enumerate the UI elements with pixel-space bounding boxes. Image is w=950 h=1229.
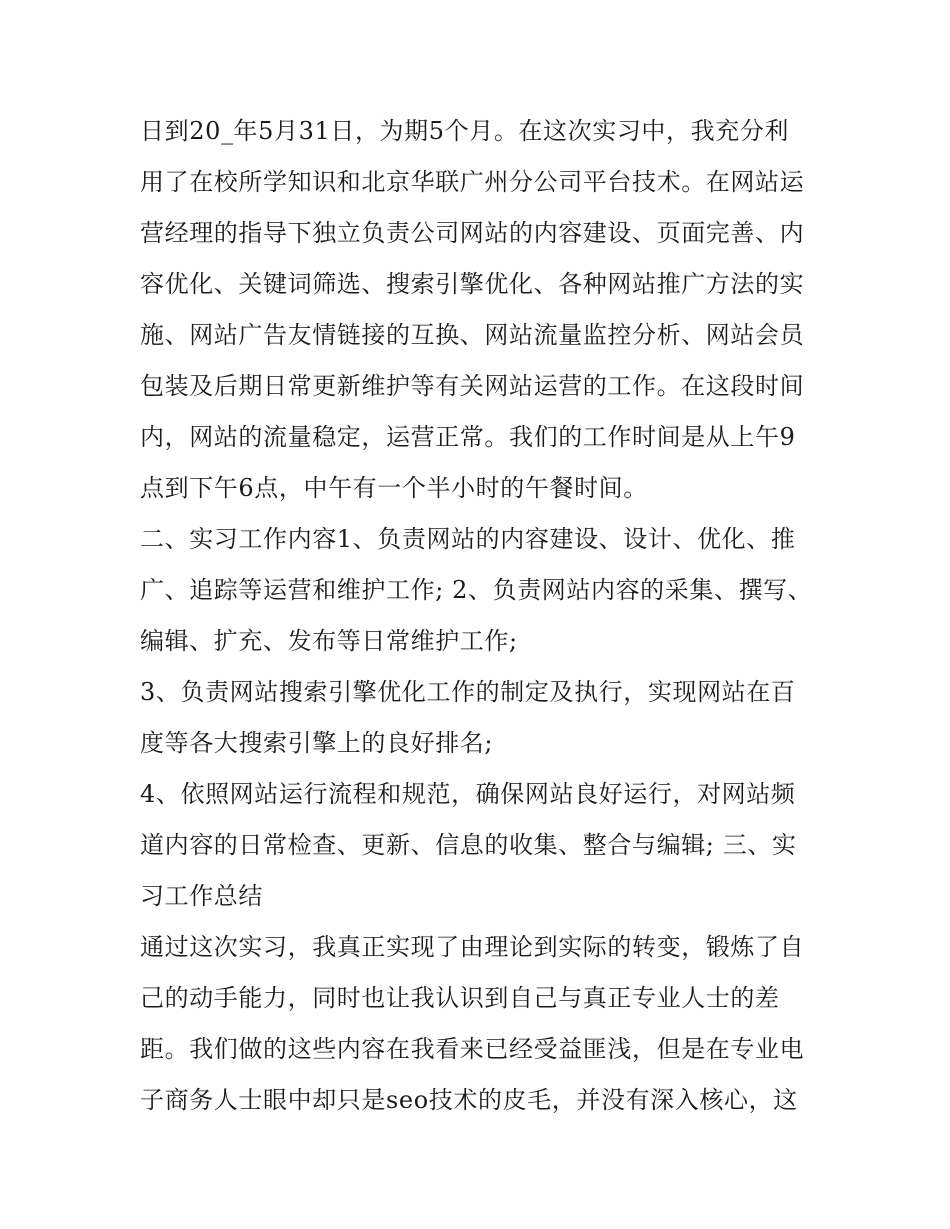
text-line: 二、实习工作内容1、负责网站的内容建设、设计、优化、推 (140, 525, 796, 553)
text-line: 度等各大搜索引擎上的良好排名; (140, 729, 494, 757)
text-line: 道内容的日常检查、更新、信息的收集、整合与编辑; 三、实 (140, 831, 797, 859)
text-line: 4、依照网站运行流程和规范，确保网站良好运行，对网站频 (140, 780, 796, 808)
text-line: 用了在校所学知识和北京华联广州分公司平台技术。在网站运 (140, 168, 805, 196)
text-line: 距。我们做的这些内容在我看来已经受益匪浅，但是在专业电 (140, 1035, 805, 1063)
text-line: 施、网站广告友情链接的互换、网站流量监控分析、网站会员 (140, 321, 805, 349)
text-line: 营经理的指导下独立负责公司网站的内容建设、页面完善、内 (140, 219, 805, 247)
text-line: 容优化、关键词筛选、搜索引擎优化、各种网站推广方法的实 (140, 270, 805, 298)
text-line: 广、追踪等运营和维护工作; 2、负责网站内容的采集、撰写、 (140, 576, 812, 604)
text-line: 日到20_年5月31日，为期5个月。在这次实习中，我充分利 (140, 117, 790, 145)
text-line: 编辑、扩充、发布等日常维护工作; (140, 627, 518, 655)
text-line: 包装及后期日常更新维护等有关网站运营的工作。在这段时间 (140, 372, 805, 400)
document-body (140, 106, 812, 1126)
text-line: 点到下午6点，中午有一个半小时的午餐时间。 (140, 474, 648, 502)
text-line: 习工作总结 (140, 882, 263, 910)
text-line: 己的动手能力，同时也让我认识到自己与真正专业人士的差 (140, 984, 780, 1012)
text-line: 通过这次实习，我真正实现了由理论到实际的转变，锻炼了自 (140, 933, 805, 961)
text-line: 3、负责网站搜索引擎优化工作的制定及执行，实现网站在百 (140, 678, 796, 706)
text-line: 内，网站的流量稳定，运营正常。我们的工作时间是从上午9 (140, 423, 796, 451)
text-line: 子商务人士眼中却只是seo技术的皮毛，并没有深入核心，这 (140, 1086, 798, 1114)
